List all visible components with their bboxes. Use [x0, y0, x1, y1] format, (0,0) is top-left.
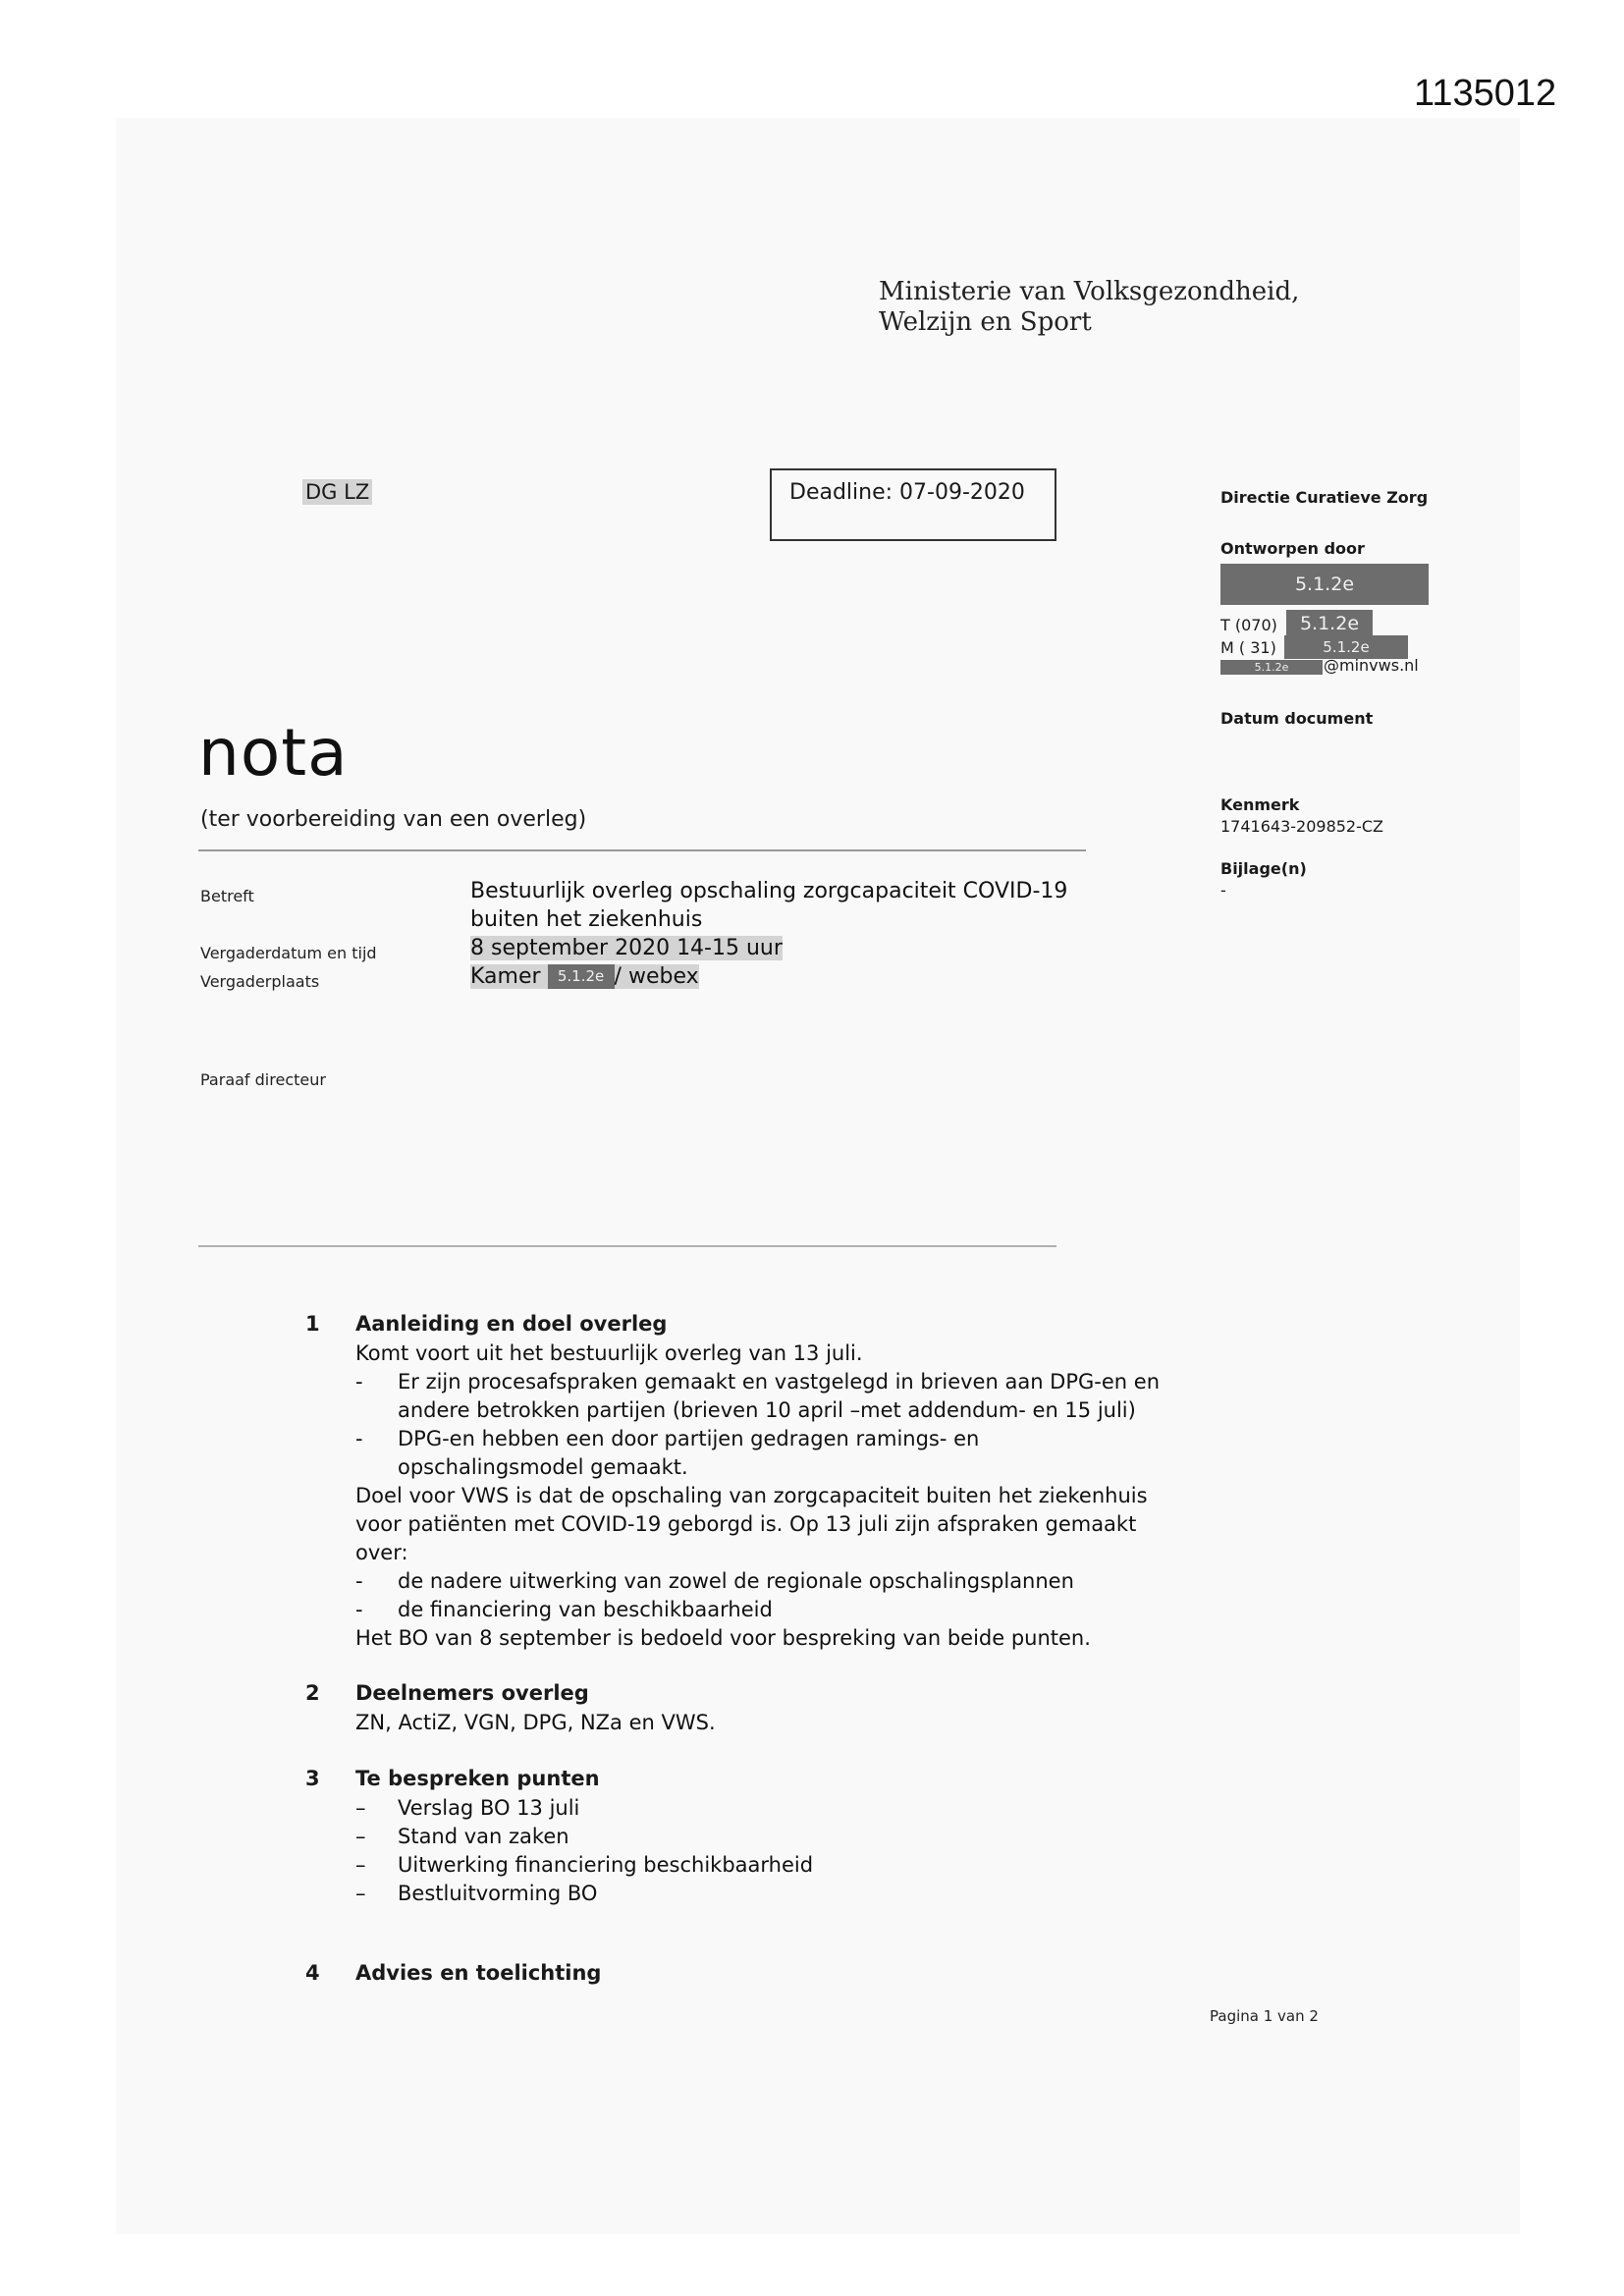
place-label: Vergaderplaats	[200, 972, 320, 991]
section-heading: Te bespreken punten	[355, 1767, 600, 1790]
body-line: opschalingsmodel gemaakt.	[398, 1455, 688, 1479]
place-suffix: / webex	[614, 964, 699, 989]
subject-label: Betreft	[200, 887, 254, 905]
deadline-box: Deadline: 07-09-2020	[770, 468, 1056, 541]
section-heading: Aanleiding en doel overleg	[355, 1312, 668, 1336]
redaction-mobile: 5.1.2e	[1284, 635, 1408, 659]
pagination: Pagina 1 van 2	[1210, 2007, 1319, 2025]
divider	[198, 849, 1086, 851]
redaction-email: 5.1.2e	[1220, 660, 1323, 675]
subject-value	[470, 877, 1067, 934]
bullet-dash: –	[355, 1796, 366, 1820]
addressee: DG LZ	[302, 479, 372, 505]
ministry-line-2: Welzijn en Sport	[879, 307, 1092, 337]
section-heading: Advies en toelichting	[355, 1961, 602, 1985]
directorate: Directie Curatieve Zorg	[1220, 488, 1429, 507]
place-value	[470, 962, 699, 991]
bullet-dash: –	[355, 1825, 366, 1848]
mobile-prefix: M ( 31)	[1220, 638, 1276, 657]
redaction-phone: 5.1.2e	[1286, 610, 1373, 637]
designed-by-label: Ontworpen door	[1220, 539, 1365, 558]
body-line: de nadere uitwerking van zowel de regionale opschalingsplannen	[398, 1569, 1074, 1593]
initials-label: Paraaf directeur	[200, 1070, 326, 1089]
bullet-dash: –	[355, 1882, 366, 1905]
redaction-room: 5.1.2e	[548, 964, 615, 989]
body-line: over:	[355, 1541, 408, 1564]
datetime-text: 8 september 2020 14-15 uur	[470, 936, 783, 960]
section-heading: Deelnemers overleg	[355, 1681, 589, 1705]
phone-prefix: T (070)	[1220, 616, 1277, 634]
body-line: andere betrokken partijen (brieven 10 april –met addendum- en 15 juli)	[398, 1398, 1136, 1422]
body-line: ZN, ActiZ, VGN, DPG, NZa en VWS.	[355, 1711, 716, 1734]
attachments-label: Bijlage(n)	[1220, 859, 1307, 878]
redaction-name: 5.1.2e	[1220, 564, 1429, 605]
document-number: 1135012	[1414, 73, 1557, 114]
section-number: 4	[305, 1961, 320, 1985]
reference-label: Kenmerk	[1220, 795, 1300, 814]
datetime-value	[470, 934, 783, 962]
subject-line-1: Bestuurlijk overleg opschaling zorgcapaciteit COVID-19	[470, 879, 1068, 903]
body-line: Er zijn procesafspraken gemaakt en vastgelegd in brieven aan DPG-en en	[398, 1370, 1161, 1394]
attachments-value: -	[1220, 881, 1226, 900]
bullet-dash: -	[355, 1598, 363, 1621]
bullet-dash: –	[355, 1853, 366, 1877]
bullet-dash: -	[355, 1569, 363, 1593]
document-sheet	[116, 118, 1520, 2234]
place-prefix: Kamer	[470, 964, 541, 989]
ministry-line-1: Ministerie van Volksgezondheid,	[879, 277, 1300, 306]
subject-line-2: buiten het ziekenhuis	[470, 907, 703, 932]
list-item: Bestluitvorming BO	[398, 1882, 598, 1905]
body-line: voor patiënten met COVID-19 geborgd is. Op 13 juli zijn afspraken gemaakt	[355, 1512, 1137, 1536]
section-number: 3	[305, 1767, 320, 1790]
divider	[198, 1245, 1056, 1247]
date-label: Datum document	[1220, 709, 1374, 728]
list-item: Uitwerking financiering beschikbaarheid	[398, 1853, 814, 1877]
body-line: de financiering van beschikbaarheid	[398, 1598, 773, 1621]
section-number: 2	[305, 1681, 320, 1705]
list-item: Stand van zaken	[398, 1825, 569, 1848]
body-line: Het BO van 8 september is bedoeld voor bespreking van beide punten.	[355, 1626, 1091, 1650]
bullet-dash: -	[355, 1427, 363, 1450]
ministry-logo-text	[879, 277, 1299, 338]
email-suffix: @minvws.nl	[1324, 656, 1419, 675]
document-subtitle: (ter voorbereiding van een overleg)	[200, 807, 587, 832]
body-line: Komt voort uit het bestuurlijk overleg van 13 juli.	[355, 1341, 863, 1365]
list-item: Verslag BO 13 juli	[398, 1796, 580, 1820]
document-title: nota	[198, 715, 349, 791]
body-line: Doel voor VWS is dat de opschaling van zorgcapaciteit buiten het ziekenhuis	[355, 1484, 1148, 1507]
section-number: 1	[305, 1312, 320, 1336]
body-line: DPG-en hebben een door partijen gedragen ramings- en	[398, 1427, 980, 1450]
datetime-label: Vergaderdatum en tijd	[200, 944, 377, 962]
bullet-dash: -	[355, 1370, 363, 1394]
reference-value: 1741643-209852-CZ	[1220, 817, 1384, 836]
